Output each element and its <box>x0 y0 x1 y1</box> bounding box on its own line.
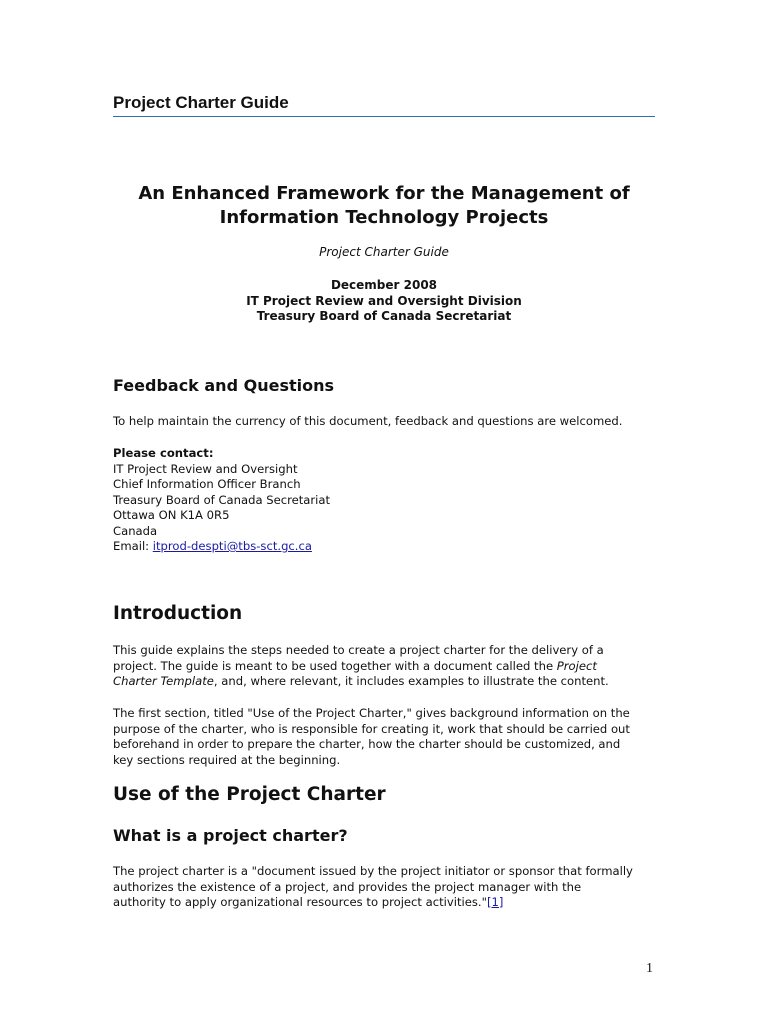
page-number: 1 <box>646 961 653 976</box>
footnote-link[interactable]: [1] <box>486 895 504 909</box>
document-title-line-1: An Enhanced Framework for the Management of <box>138 183 630 204</box>
document-subtitle: Project Charter Guide <box>319 245 449 259</box>
email-line <box>113 539 658 555</box>
paragraph-line <box>113 674 658 690</box>
use-section-heading: Use of the Project Charter <box>113 784 386 805</box>
what-is-charter-heading: What is a project charter? <box>113 826 348 845</box>
template-name-part-2: Charter Template <box>113 674 214 688</box>
feedback-heading: Feedback and Questions <box>113 376 334 395</box>
document-title <box>100 182 668 230</box>
paragraph-line: key sections required at the beginning. <box>113 752 341 767</box>
paragraph-text: , and, where relevant, it includes examples to illustrate the content. <box>213 674 609 688</box>
paragraph-line: beforehand in order to prepare the charter, how the charter should be customized, and <box>113 737 621 751</box>
paragraph-text: project. The guide is meant to be used together with a document called the <box>113 658 557 673</box>
paragraph-line <box>113 895 658 911</box>
contact-label: Please contact: <box>113 446 214 460</box>
contact-line: Canada <box>113 523 158 538</box>
paragraph-line <box>113 659 658 675</box>
header-rule <box>113 116 655 117</box>
contact-line: Treasury Board of Canada Secretariat <box>113 492 331 507</box>
document-meta <box>100 278 668 325</box>
template-name-part-1: Project <box>556 658 597 673</box>
contact-line: Chief Information Officer Branch <box>113 477 301 491</box>
paragraph-line: The first section, titled "Use of the Project Charter," gives background information on the <box>113 706 630 720</box>
introduction-heading: Introduction <box>113 603 243 624</box>
paragraph-line: The project charter is a "document issued by the project initiator or sponsor that formally <box>113 864 633 878</box>
email-link[interactable]: itprod-despti@tbs-sct.gc.ca <box>152 539 312 553</box>
running-header-title: Project Charter Guide <box>113 93 289 112</box>
paragraph-line: authorizes the existence of a project, and provides the project manager with the <box>113 879 582 894</box>
introduction-paragraph-2 <box>113 706 658 768</box>
document-title-line-2: Information Technology Projects <box>219 207 549 228</box>
paragraph-text: authority to apply organizational resources to project activities." <box>113 895 487 909</box>
charter-definition-paragraph <box>113 864 658 911</box>
email-label: Email: <box>113 539 153 553</box>
paragraph-line: purpose of the charter, who is responsible for creating it, work that should be carried out <box>113 721 630 736</box>
division-name: IT Project Review and Oversight Division <box>246 293 522 308</box>
paragraph-line: This guide explains the steps needed to create a project charter for the delivery of a <box>113 643 604 657</box>
contact-line: IT Project Review and Oversight <box>113 461 298 476</box>
contact-line: Ottawa ON K1A 0R5 <box>113 508 230 522</box>
contact-block <box>113 446 658 555</box>
publication-date: December 2008 <box>330 278 438 292</box>
organization-name: Treasury Board of Canada Secretariat <box>256 309 512 323</box>
feedback-intro: To help maintain the currency of this document, feedback and questions are welcomed. <box>113 414 623 428</box>
introduction-paragraph-1 <box>113 643 658 690</box>
